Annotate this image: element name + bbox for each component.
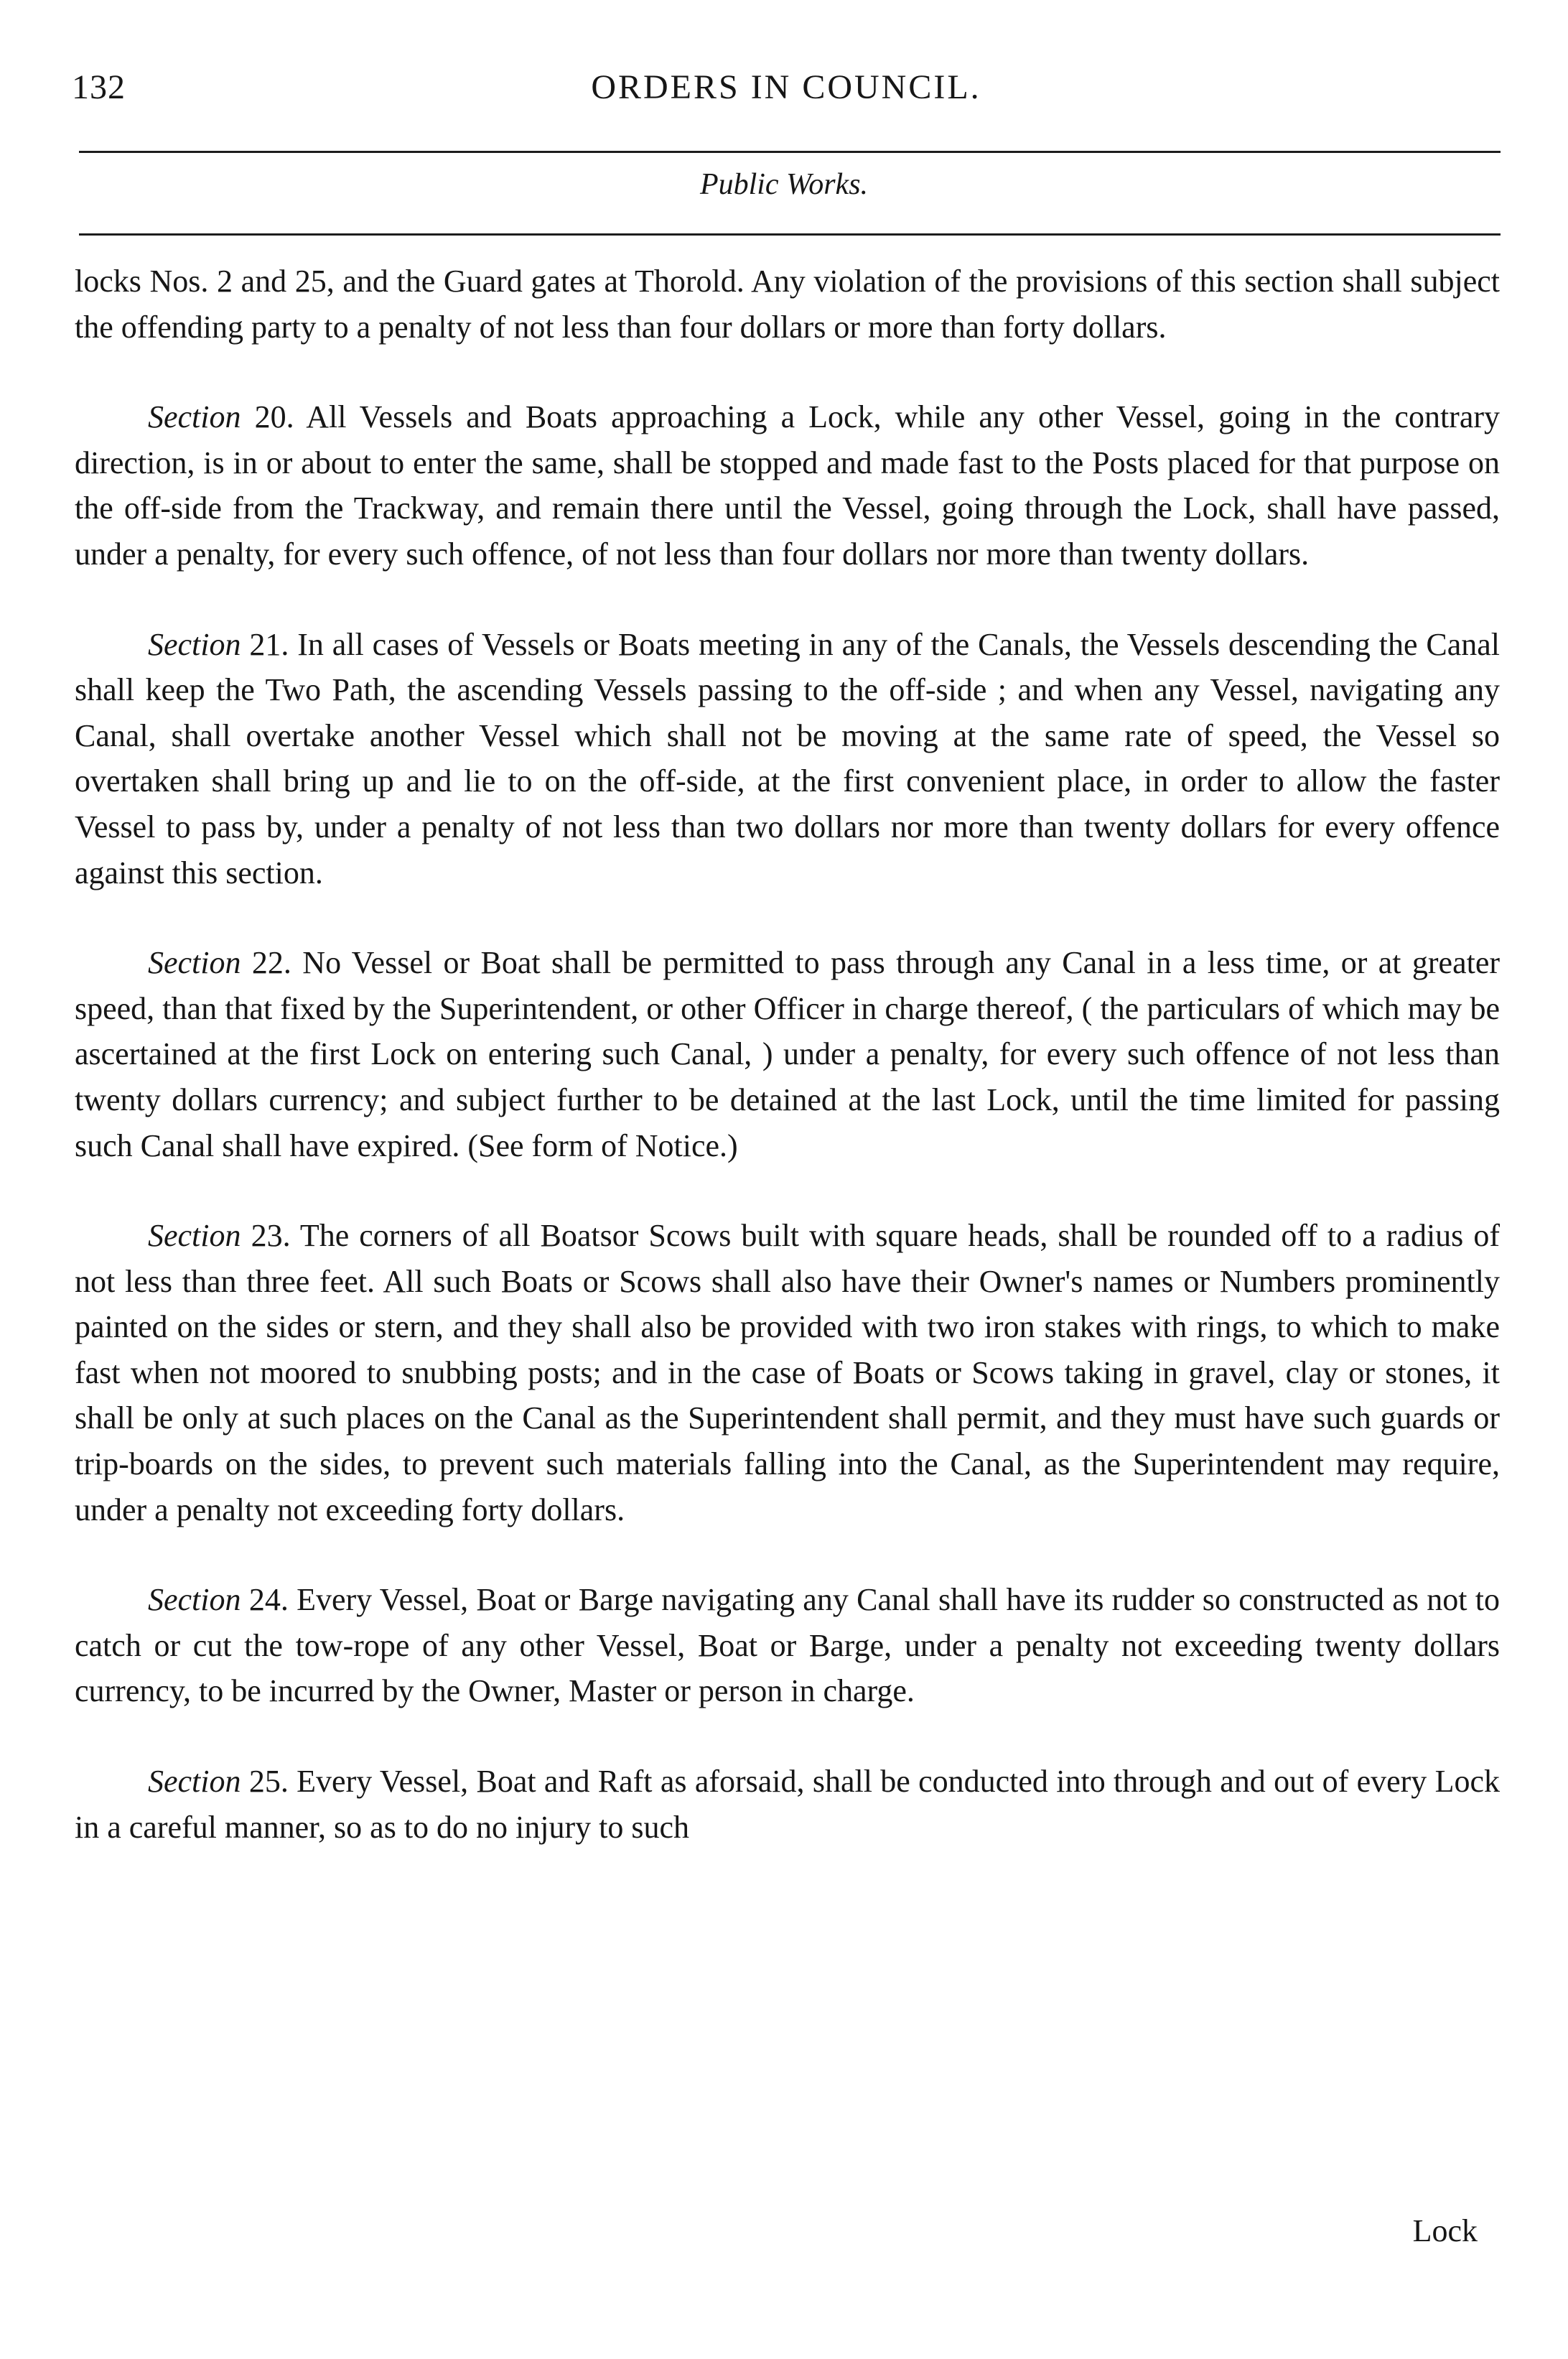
section-number: 20. [254, 399, 294, 435]
section-25-paragraph [75, 1759, 1500, 1850]
paragraph-text: The corners of all Boatsor Scows built with square heads, shall be rounded off to a radius of not less than three feet. All such Boats or Scows shall also have their Owner's names or Numbers prominently painted on the sides or stern, and they shall also be provided with two iron stakes with rings, to which to make fast when not moored to snubbing posts; and in the case of Boats or Scows taking in gravel, clay or stones, it shall be only at such places on the Canal as the Superintendent shall permit, and they must have such guards or trip-boards on the sides, to prevent such materials falling into the Canal, as the Superintendent may require, under a penalty not exceeding forty dollars. [75, 1218, 1500, 1527]
paragraph-text: No Vessel or Boat shall be permitted to pass through any Canal in a less time, or at greater speed, than that fixed by the Superintendent, or other Officer in charge thereof, ( the particulars of which may be ascertained at the first Lock on entering such Canal, ) under a penalty, for every such offence of not less than twenty dollars currency; and subject further to be detained at the last Lock, until the time limited for passing such Canal shall have expired. (See form of Notice.) [75, 945, 1501, 1163]
section-label: Section [148, 399, 241, 435]
section-21-paragraph [75, 622, 1500, 896]
page-header [72, 70, 1501, 121]
catchword: Lock [1412, 2213, 1478, 2248]
section-number: 25. [248, 1764, 289, 1800]
section-20-paragraph [75, 394, 1500, 577]
paragraph-text: All Vessels and Boats approaching a Lock, while any other Vessel, going in the contrary direction, is in or about to enter the same, shall be stopped and made fast to the Posts placed for that purpose on the off-side from the Trackway, and remain there until the Vessel, going through the Lock, shall have passed, under a penalty, for every such offence, of not less than four dollars nor more than twenty dollars. [75, 399, 1501, 572]
section-22-paragraph [75, 940, 1500, 1168]
section-number: 23. [251, 1218, 291, 1254]
section-subheader: Public Works. [699, 168, 869, 201]
section-label: Section [148, 626, 241, 662]
paragraph-text: Every Vessel, Boat or Barge navigating any Canal shall have its rudder so constructed as not to catch or cut the tow-rope of any other Vessel, Boat or Barge, under a penalty not exceeding twenty dollars currency, to be incurred by the Owner, Master or person in charge. [75, 1582, 1500, 1709]
paragraph-text: locks Nos. 2 and 25, and the Guard gates at Thorold. Any violation of the provisions of this section shall subject the offending party to a penalty of not less than four dollars or more than forty dollars. [75, 264, 1500, 345]
header-rule-top [79, 151, 1501, 153]
body-text [75, 259, 1500, 1850]
section-number: 21. [249, 626, 289, 662]
running-title: ORDERS IN COUNCIL. [591, 68, 981, 106]
header-rule-bottom [79, 233, 1501, 236]
section-number: 22. [251, 945, 291, 981]
section-24-paragraph [75, 1577, 1500, 1714]
paragraph-text: Every Vessel, Boat and Raft as aforsaid, shall be conducted into through and out of every Lock in a careful manner, so as to do no injury to such [75, 1764, 1501, 1845]
section-23-paragraph [75, 1213, 1500, 1532]
section-label: Section [148, 945, 241, 981]
paragraph-continuation [75, 259, 1500, 350]
section-label: Section [148, 1218, 241, 1254]
section-label: Section [148, 1764, 241, 1800]
section-label: Section [148, 1582, 241, 1618]
paragraph-text: In all cases of Vessels or Boats meeting in any of the Canals, the Vessels descending the Canal shall keep the Two Path, the ascending Vessels passing to the off-side ; and when any Vessel, navigating any Canal, shall overtake another Vessel which shall not be moving at the same rate of speed, the Vessel so overtaken shall bring up and lie to on the off-side, at the first convenient place, in order to allow the faster Vessel to pass by, under a penalty of not less than two dollars nor more than twenty dollars for every offence against this section. [75, 626, 1501, 890]
page-number: 132 [72, 68, 126, 106]
section-number: 24. [248, 1582, 289, 1618]
